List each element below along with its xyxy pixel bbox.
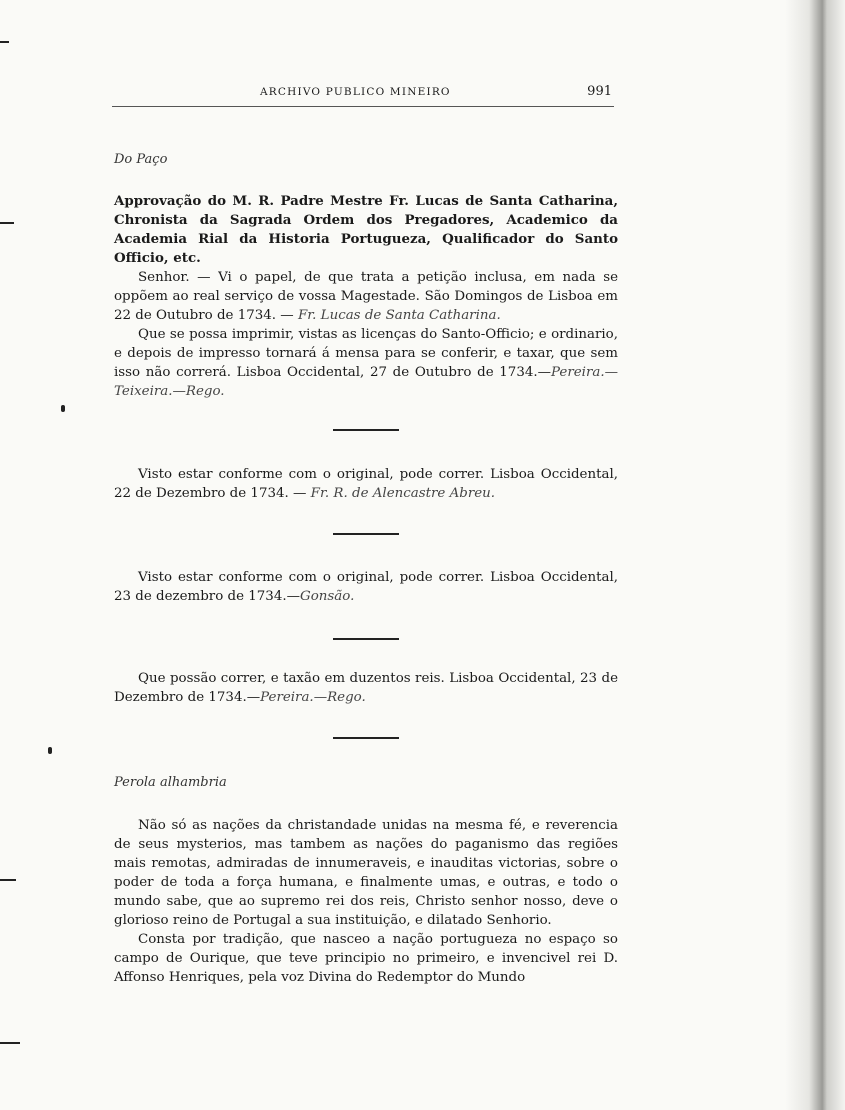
margin-mark (0, 1042, 20, 1044)
section-divider (333, 638, 399, 640)
margin-mark (48, 747, 52, 754)
signature: Pereira.—Teixeira.—Rego. (114, 365, 618, 399)
page-number: 991 (587, 84, 612, 99)
margin-mark (0, 41, 9, 43)
paragraph-text: Senhor. — Vi o papel, de que trata a petição inclusa, em nada se oppõem ao real serviço de vossa Magestade. São Domingos de Lisboa em 22 de Outubro de 1734. — (114, 270, 618, 323)
paragraph (114, 669, 618, 707)
page-body (114, 150, 618, 987)
running-header (112, 84, 614, 107)
section-heading: Do Paço (114, 152, 168, 167)
header-title: ARCHIVO PUBLICO MINEIRO (260, 86, 451, 98)
section-divider (333, 533, 399, 535)
paragraph-text: Visto estar conforme com o original, pode correr. Lisboa Occidental, 23 de dezembro de 1734.— (114, 570, 618, 604)
paragraph-text: Que se possa imprimir, vistas as licenças do Santo-Officio; e ordinario, e depois de impresso tornará á mensa para se conferir, e taxar, que sem isso não correrá. Lisboa Occidental, 27 de Outubro de 1734.— (114, 327, 618, 380)
section-divider (333, 429, 399, 431)
paragraph (114, 465, 618, 503)
paragraph: Não só as nações da christandade unidas na mesma fé, e reverencia de seus mysterios, mas tambem as nações do paganismo das regiões mais remotas, admiradas de innumeraveis, e inauditas victorias, sobre o poder de toda a força humana, e finalmente umas, e outras, e todo o mundo sabe, que ao supremo rei dos reis, Christo senhor nosso, deve o glorioso reino de Portugal a sua instituição, e dilatado Senhorio. (114, 818, 618, 928)
paragraph (114, 325, 618, 401)
approval-heading: Approvação do M. R. Padre Mestre Fr. Lucas de Santa Catharina, Chronista da Sagrada Ordem dos Pregadores, Academico da Academia Rial da Historia Portugueza, Qualificador do Santo Officio, etc. (114, 193, 618, 266)
signature: Fr. R. de Alencastre Abreu. (310, 486, 496, 501)
section-divider (333, 737, 399, 739)
paragraph-text: Visto estar conforme com o original, pode correr. Lisboa Occidental, 22 de Dezembro de 1734. — (114, 467, 618, 501)
margin-mark (61, 405, 65, 412)
paragraph (114, 568, 618, 606)
signature: Pereira.—Rego. (260, 690, 366, 705)
book-binding-edge (785, 0, 845, 1110)
paragraph (114, 268, 618, 325)
paragraph-text: Que possão correr, e taxão em duzentos reis. Lisboa Occidental, 23 de Dezembro de 1734.— (114, 671, 618, 705)
paragraph: Consta por tradição, que nasceo a nação portugueza no espaço so campo de Ourique, que teve principio no primeiro, e invencivel rei D. Affonso Henriques, pela voz Divina do Redemptor do Mundo (114, 932, 618, 985)
signature: Fr. Lucas de Santa Catharina. (297, 308, 501, 323)
margin-mark (0, 879, 16, 881)
margin-mark (0, 222, 14, 224)
signature: Gonsão. (300, 589, 355, 604)
section-heading: Perola alhambria (114, 775, 227, 790)
